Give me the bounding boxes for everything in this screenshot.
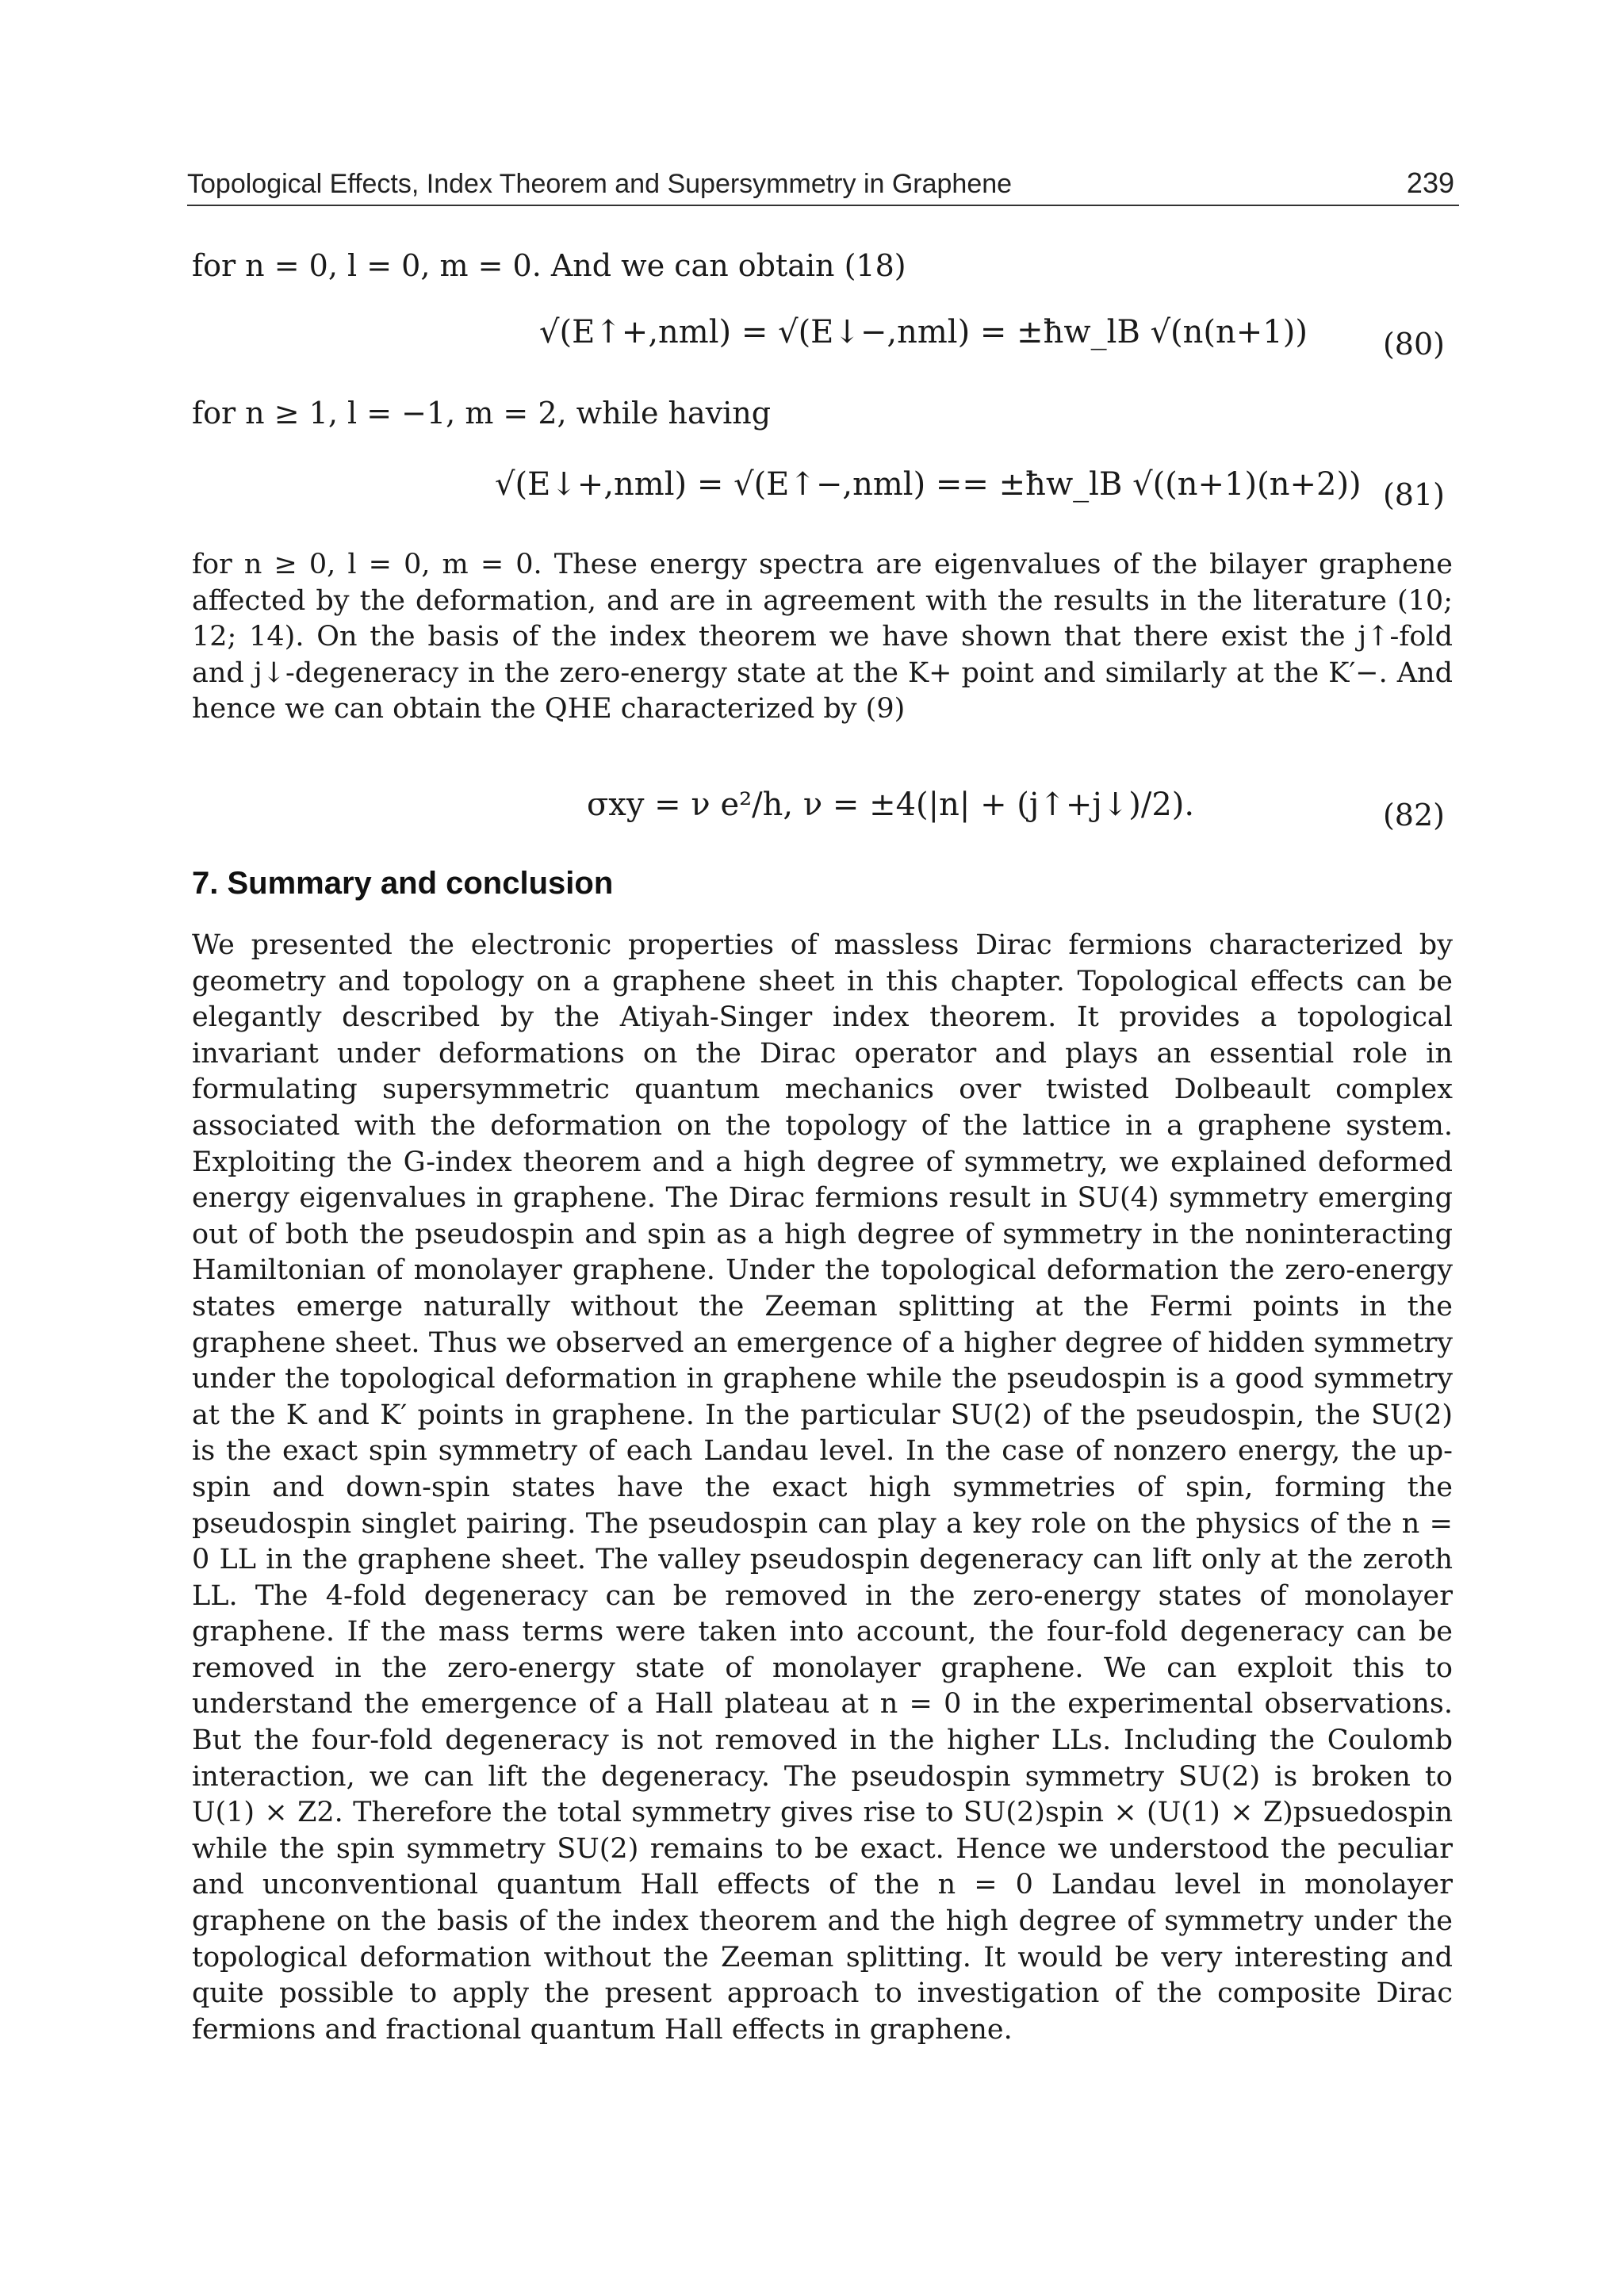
- paragraph-2-text: We presented the electronic properties of massless Dirac fermions characterized by geometry and topology on a graphene sheet in this chapter. Topological effects can be elegantly described by the Atiyah-Singer index theorem. It provides a topological invariant under deformations on the Dirac operator and plays an essential role in formulating supersymmetric quantum mechanics over twisted Dolbeault complex associated with the deformation on the topology of the lattice in a graphene system. Exploiting the G-index theorem and a high degree of symmetry, we explained deformed energy eigenvalues in graphene. The Dirac fermions result in SU(4) symmetry emerging out of both the pseudospin and spin as a high degree of symmetry in the noninteracting Hamiltonian of monolayer graphene. Under the topological deformation the zero-energy states emerge naturally without the Zeeman splitting at the Fermi points in the graphene sheet. Thus we observed an emergence of a higher degree of hidden symmetry under the topological deformation in graphene while the pseudospin is a good symmetry at the K and K′ points in graphene. In the particular SU(2) of the pseudospin, the SU(2) is the exact spin symmetry of each Landau level. In the case of nonzero energy, the up-spin and down-spin states have the exact high symmetries of spin, forming the pseudospin singlet pairing. The pseudospin can play a key role on the physics of the n = 0 LL in the graphene sheet. The valley pseudospin degeneracy can lift only at the zeroth LL. The 4-fold degeneracy can be removed in the zero-energy states of monolayer graphene. If the mass terms were taken into account, the four-fold degeneracy can be removed in the zero-energy state of monolayer graphene. We can exploit this to understand the emergence of a Hall plateau at n = 0 in the experimental observations. But the four-fold degeneracy is not removed in the higher LLs. Including the Coulomb interaction, we can lift the degeneracy. The pseudospin symmetry SU(2) is broken to U(1) × Z2. Therefore the total symmetry gives rise to SU(2)spin × (U(1) × Z)psuedospin while the spin symmetry SU(2) remains to be exact. Hence we understood the peculiar and unconventional quantum Hall effects of the n = 0 Landau level in monolayer graphene on the basis of the index theorem and the high degree of symmetry under the topological deformation without the Zeeman splitting. It would be very interesting and quite possible to apply the present approach to investigation of the composite Dirac fermions and fractional quantum Hall effects in graphene.: [192, 929, 1453, 2046]
- paragraph-eigenvalues: [192, 547, 1453, 728]
- equation-80-number: (80): [1382, 327, 1445, 362]
- running-header: [187, 163, 1459, 206]
- text-line-1: for n = 0, l = 0, m = 0. And we can obtain (18): [192, 248, 906, 283]
- running-title: Topological Effects, Index Theorem and Supersymmetry in Graphene: [187, 169, 1013, 199]
- equation-82-number: (82): [1382, 798, 1445, 833]
- equation-80: √(E↑+,nml) = √(E↓−,nml) = ±ħw_lB √(n(n+1)): [539, 314, 1308, 350]
- section-heading: 7. Summary and conclusion: [192, 866, 614, 901]
- equation-81: √(E↓+,nml) = √(E↑−,nml) == ±ħw_lB √((n+1)(n+2)): [495, 466, 1362, 503]
- page-number: 239: [1406, 167, 1454, 199]
- paragraph-summary: [192, 928, 1453, 2048]
- equation-81-number: (81): [1382, 477, 1445, 512]
- equation-82: σxy = ν e²/h, ν = ±4(|n| + (j↑+j↓)/2).: [587, 787, 1195, 823]
- text-line-2: for n ≥ 1, l = −1, m = 2, while having: [192, 396, 772, 431]
- paragraph-1-text: for n ≥ 0, l = 0, m = 0. These energy spectra are eigenvalues of the bilayer graphene affected by the deformation, and are in agreement with the results in the literature (10; 12; 14). On the basis of the index theorem we have shown that there exist the j↑-fold and j↓-degeneracy in the zero-energy state at the K+ point and similarly at the K′−. And hence we can obtain the QHE characterized by (9): [192, 549, 1453, 725]
